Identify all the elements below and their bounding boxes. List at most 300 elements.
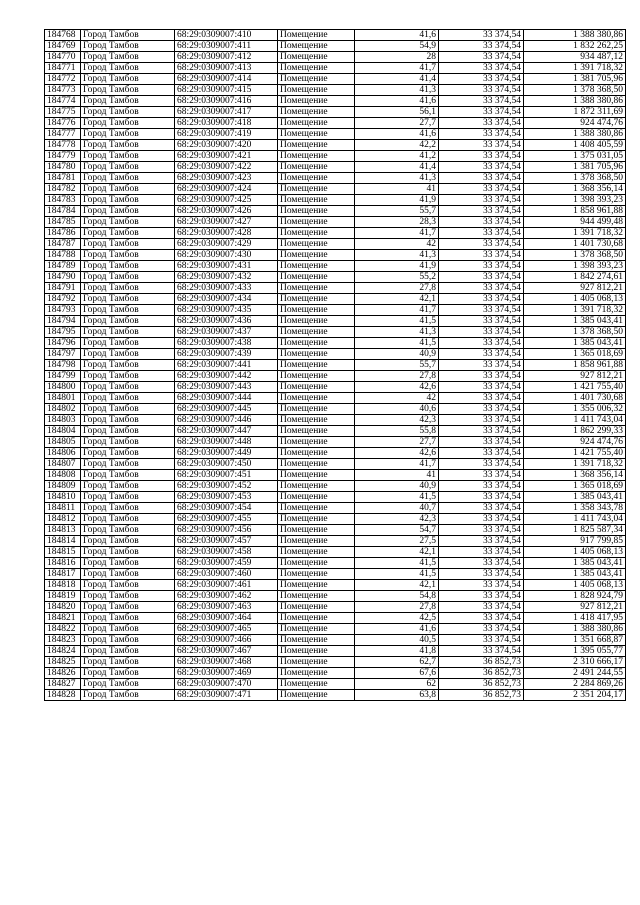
city-cell: Город Тамбов	[81, 503, 175, 514]
table-row	[45, 437, 626, 448]
cadastral-number-cell: 68:29:0309007:461	[175, 580, 278, 591]
city-cell: Город Тамбов	[81, 228, 175, 239]
object-type-cell: Помещение	[278, 602, 355, 613]
city-cell: Город Тамбов	[81, 30, 175, 41]
cadastral-value-cell: 1 381 705,96	[524, 74, 626, 85]
unit-value-cell: 33 374,54	[439, 536, 524, 547]
unit-value-cell: 33 374,54	[439, 239, 524, 250]
cadastral-value-cell: 1 408 405,59	[524, 140, 626, 151]
object-type-cell: Помещение	[278, 481, 355, 492]
unit-value-cell: 33 374,54	[439, 360, 524, 371]
city-cell: Город Тамбов	[81, 492, 175, 503]
row-id-cell: 184800	[45, 382, 81, 393]
table-row	[45, 41, 626, 52]
row-id-cell: 184791	[45, 283, 81, 294]
cadastral-number-cell: 68:29:0309007:452	[175, 481, 278, 492]
unit-value-cell: 33 374,54	[439, 129, 524, 140]
row-id-cell: 184806	[45, 448, 81, 459]
area-cell: 55,7	[355, 206, 439, 217]
cadastral-value-cell: 1 368 356,14	[524, 470, 626, 481]
object-type-cell: Помещение	[278, 184, 355, 195]
row-id-cell: 184770	[45, 52, 81, 63]
row-id-cell: 184809	[45, 481, 81, 492]
object-type-cell: Помещение	[278, 195, 355, 206]
cadastral-value-cell: 1 388 380,86	[524, 96, 626, 107]
table-row	[45, 569, 626, 580]
cadastral-value-cell: 1 405 068,13	[524, 547, 626, 558]
unit-value-cell: 33 374,54	[439, 294, 524, 305]
city-cell: Город Тамбов	[81, 525, 175, 536]
cadastral-number-cell: 68:29:0309007:467	[175, 646, 278, 657]
row-id-cell: 184821	[45, 613, 81, 624]
table-row	[45, 63, 626, 74]
cadastral-number-cell: 68:29:0309007:429	[175, 239, 278, 250]
row-id-cell: 184784	[45, 206, 81, 217]
city-cell: Город Тамбов	[81, 646, 175, 657]
table-row	[45, 294, 626, 305]
area-cell: 41,6	[355, 30, 439, 41]
area-cell: 67,6	[355, 668, 439, 679]
table-row	[45, 173, 626, 184]
cadastral-number-cell: 68:29:0309007:416	[175, 96, 278, 107]
area-cell: 40,7	[355, 503, 439, 514]
row-id-cell: 184820	[45, 602, 81, 613]
row-id-cell: 184825	[45, 657, 81, 668]
table-row	[45, 415, 626, 426]
table-row	[45, 74, 626, 85]
cadastral-number-cell: 68:29:0309007:436	[175, 316, 278, 327]
area-cell: 41,4	[355, 74, 439, 85]
city-cell: Город Тамбов	[81, 547, 175, 558]
table-row	[45, 591, 626, 602]
city-cell: Город Тамбов	[81, 195, 175, 206]
object-type-cell: Помещение	[278, 646, 355, 657]
area-cell: 27,7	[355, 437, 439, 448]
cadastral-number-cell: 68:29:0309007:459	[175, 558, 278, 569]
cadastral-value-cell: 934 487,12	[524, 52, 626, 63]
area-cell: 41,6	[355, 129, 439, 140]
area-cell: 41,5	[355, 492, 439, 503]
table-row	[45, 448, 626, 459]
table-row	[45, 118, 626, 129]
area-cell: 28	[355, 52, 439, 63]
cadastral-number-cell: 68:29:0309007:463	[175, 602, 278, 613]
unit-value-cell: 33 374,54	[439, 525, 524, 536]
unit-value-cell: 33 374,54	[439, 613, 524, 624]
object-type-cell: Помещение	[278, 426, 355, 437]
cadastral-value-cell: 1 391 718,32	[524, 305, 626, 316]
cadastral-value-cell: 1 405 068,13	[524, 294, 626, 305]
cadastral-value-cell: 1 391 718,32	[524, 459, 626, 470]
table-row	[45, 283, 626, 294]
cadastral-value-cell: 927 812,21	[524, 371, 626, 382]
object-type-cell: Помещение	[278, 547, 355, 558]
table-row	[45, 514, 626, 525]
row-id-cell: 184819	[45, 591, 81, 602]
cadastral-number-cell: 68:29:0309007:420	[175, 140, 278, 151]
cadastral-number-cell: 68:29:0309007:449	[175, 448, 278, 459]
table-row	[45, 338, 626, 349]
city-cell: Город Тамбов	[81, 536, 175, 547]
row-id-cell: 184823	[45, 635, 81, 646]
object-type-cell: Помещение	[278, 415, 355, 426]
row-id-cell: 184795	[45, 327, 81, 338]
city-cell: Город Тамбов	[81, 679, 175, 690]
cadastral-number-cell: 68:29:0309007:466	[175, 635, 278, 646]
city-cell: Город Тамбов	[81, 393, 175, 404]
cadastral-value-cell: 1 872 311,69	[524, 107, 626, 118]
row-id-cell: 184792	[45, 294, 81, 305]
cadastral-number-cell: 68:29:0309007:434	[175, 294, 278, 305]
cadastral-value-cell: 1 858 961,88	[524, 206, 626, 217]
cadastral-number-cell: 68:29:0309007:442	[175, 371, 278, 382]
object-type-cell: Помещение	[278, 327, 355, 338]
row-id-cell: 184812	[45, 514, 81, 525]
city-cell: Город Тамбов	[81, 569, 175, 580]
cadastral-value-cell: 1 378 368,50	[524, 250, 626, 261]
cadastral-number-cell: 68:29:0309007:417	[175, 107, 278, 118]
cadastral-number-cell: 68:29:0309007:419	[175, 129, 278, 140]
table-row	[45, 679, 626, 690]
table-row	[45, 657, 626, 668]
city-cell: Город Тамбов	[81, 404, 175, 415]
cadastral-value-cell: 1 411 743,04	[524, 415, 626, 426]
table-row	[45, 382, 626, 393]
area-cell: 55,2	[355, 272, 439, 283]
unit-value-cell: 33 374,54	[439, 602, 524, 613]
table-row	[45, 426, 626, 437]
object-type-cell: Помещение	[278, 162, 355, 173]
cadastral-value-cell: 1 385 043,41	[524, 338, 626, 349]
table-row	[45, 129, 626, 140]
object-type-cell: Помещение	[278, 316, 355, 327]
unit-value-cell: 33 374,54	[439, 580, 524, 591]
object-type-cell: Помещение	[278, 404, 355, 415]
table-row	[45, 349, 626, 360]
row-id-cell: 184786	[45, 228, 81, 239]
unit-value-cell: 33 374,54	[439, 151, 524, 162]
cadastral-number-cell: 68:29:0309007:428	[175, 228, 278, 239]
area-cell: 41,7	[355, 305, 439, 316]
cadastral-number-cell: 68:29:0309007:462	[175, 591, 278, 602]
area-cell: 41,5	[355, 558, 439, 569]
cadastral-value-cell: 1 385 043,41	[524, 558, 626, 569]
area-cell: 54,7	[355, 525, 439, 536]
unit-value-cell: 33 374,54	[439, 569, 524, 580]
row-id-cell: 184826	[45, 668, 81, 679]
object-type-cell: Помещение	[278, 107, 355, 118]
city-cell: Город Тамбов	[81, 591, 175, 602]
area-cell: 40,5	[355, 635, 439, 646]
object-type-cell: Помещение	[278, 470, 355, 481]
area-cell: 42	[355, 239, 439, 250]
cadastral-value-cell: 1 351 668,87	[524, 635, 626, 646]
unit-value-cell: 33 374,54	[439, 635, 524, 646]
area-cell: 42	[355, 393, 439, 404]
cadastral-number-cell: 68:29:0309007:465	[175, 624, 278, 635]
row-id-cell: 184789	[45, 261, 81, 272]
table-row	[45, 239, 626, 250]
cadastral-number-cell: 68:29:0309007:450	[175, 459, 278, 470]
area-cell: 28,3	[355, 217, 439, 228]
city-cell: Город Тамбов	[81, 668, 175, 679]
unit-value-cell: 33 374,54	[439, 184, 524, 195]
row-id-cell: 184808	[45, 470, 81, 481]
cadastral-value-cell: 1 378 368,50	[524, 85, 626, 96]
table-body	[45, 30, 626, 701]
city-cell: Город Тамбов	[81, 206, 175, 217]
area-cell: 56,1	[355, 107, 439, 118]
cadastral-number-cell: 68:29:0309007:422	[175, 162, 278, 173]
row-id-cell: 184817	[45, 569, 81, 580]
city-cell: Город Тамбов	[81, 272, 175, 283]
row-id-cell: 184796	[45, 338, 81, 349]
area-cell: 27,8	[355, 602, 439, 613]
city-cell: Город Тамбов	[81, 173, 175, 184]
city-cell: Город Тамбов	[81, 360, 175, 371]
row-id-cell: 184803	[45, 415, 81, 426]
object-type-cell: Помещение	[278, 294, 355, 305]
cadastral-number-cell: 68:29:0309007:443	[175, 382, 278, 393]
unit-value-cell: 33 374,54	[439, 305, 524, 316]
object-type-cell: Помещение	[278, 657, 355, 668]
city-cell: Город Тамбов	[81, 294, 175, 305]
object-type-cell: Помещение	[278, 239, 355, 250]
city-cell: Город Тамбов	[81, 151, 175, 162]
cadastral-number-cell: 68:29:0309007:410	[175, 30, 278, 41]
row-id-cell: 184827	[45, 679, 81, 690]
unit-value-cell: 33 374,54	[439, 30, 524, 41]
row-id-cell: 184769	[45, 41, 81, 52]
table-row	[45, 184, 626, 195]
object-type-cell: Помещение	[278, 492, 355, 503]
city-cell: Город Тамбов	[81, 635, 175, 646]
area-cell: 41,7	[355, 459, 439, 470]
unit-value-cell: 33 374,54	[439, 459, 524, 470]
row-id-cell: 184788	[45, 250, 81, 261]
city-cell: Город Тамбов	[81, 327, 175, 338]
unit-value-cell: 36 852,73	[439, 679, 524, 690]
area-cell: 42,1	[355, 294, 439, 305]
table-row	[45, 547, 626, 558]
row-id-cell: 184782	[45, 184, 81, 195]
unit-value-cell: 33 374,54	[439, 646, 524, 657]
area-cell: 41,3	[355, 85, 439, 96]
unit-value-cell: 33 374,54	[439, 415, 524, 426]
unit-value-cell: 36 852,73	[439, 690, 524, 701]
cadastral-number-cell: 68:29:0309007:439	[175, 349, 278, 360]
cadastral-number-cell: 68:29:0309007:469	[175, 668, 278, 679]
cadastral-number-cell: 68:29:0309007:441	[175, 360, 278, 371]
cadastral-value-cell: 2 310 666,17	[524, 657, 626, 668]
city-cell: Город Тамбов	[81, 349, 175, 360]
table-row	[45, 305, 626, 316]
cadastral-number-cell: 68:29:0309007:413	[175, 63, 278, 74]
area-cell: 42,6	[355, 448, 439, 459]
table-row	[45, 635, 626, 646]
cadastral-value-cell: 927 812,21	[524, 283, 626, 294]
cadastral-value-cell: 1 355 006,32	[524, 404, 626, 415]
unit-value-cell: 33 374,54	[439, 107, 524, 118]
unit-value-cell: 33 374,54	[439, 63, 524, 74]
unit-value-cell: 33 374,54	[439, 52, 524, 63]
cadastral-value-cell: 1 378 368,50	[524, 327, 626, 338]
city-cell: Город Тамбов	[81, 118, 175, 129]
cadastral-value-cell: 1 385 043,41	[524, 569, 626, 580]
unit-value-cell: 33 374,54	[439, 426, 524, 437]
row-id-cell: 184778	[45, 140, 81, 151]
unit-value-cell: 33 374,54	[439, 261, 524, 272]
table-row	[45, 613, 626, 624]
unit-value-cell: 33 374,54	[439, 393, 524, 404]
cadastral-number-cell: 68:29:0309007:425	[175, 195, 278, 206]
unit-value-cell: 33 374,54	[439, 96, 524, 107]
area-cell: 41,5	[355, 316, 439, 327]
object-type-cell: Помещение	[278, 338, 355, 349]
object-type-cell: Помещение	[278, 613, 355, 624]
cadastral-value-cell: 1 385 043,41	[524, 316, 626, 327]
unit-value-cell: 33 374,54	[439, 85, 524, 96]
cadastral-number-cell: 68:29:0309007:415	[175, 85, 278, 96]
table-row	[45, 459, 626, 470]
cadastral-number-cell: 68:29:0309007:453	[175, 492, 278, 503]
area-cell: 27,7	[355, 118, 439, 129]
area-cell: 41,3	[355, 327, 439, 338]
row-id-cell: 184816	[45, 558, 81, 569]
object-type-cell: Помещение	[278, 96, 355, 107]
area-cell: 42,3	[355, 514, 439, 525]
area-cell: 54,9	[355, 41, 439, 52]
cadastral-value-cell: 1 378 368,50	[524, 173, 626, 184]
unit-value-cell: 33 374,54	[439, 118, 524, 129]
area-cell: 41,7	[355, 228, 439, 239]
cadastral-number-cell: 68:29:0309007:427	[175, 217, 278, 228]
row-id-cell: 184828	[45, 690, 81, 701]
object-type-cell: Помещение	[278, 129, 355, 140]
table-row	[45, 107, 626, 118]
unit-value-cell: 33 374,54	[439, 74, 524, 85]
cadastral-value-cell: 1 418 417,95	[524, 613, 626, 624]
table-row	[45, 261, 626, 272]
row-id-cell: 184807	[45, 459, 81, 470]
row-id-cell: 184771	[45, 63, 81, 74]
table-row	[45, 646, 626, 657]
table-row	[45, 316, 626, 327]
city-cell: Город Тамбов	[81, 217, 175, 228]
cadastral-number-cell: 68:29:0309007:457	[175, 536, 278, 547]
area-cell: 41	[355, 470, 439, 481]
object-type-cell: Помещение	[278, 690, 355, 701]
object-type-cell: Помещение	[278, 558, 355, 569]
row-id-cell: 184781	[45, 173, 81, 184]
area-cell: 41,7	[355, 63, 439, 74]
object-type-cell: Помещение	[278, 272, 355, 283]
unit-value-cell: 33 374,54	[439, 250, 524, 261]
city-cell: Город Тамбов	[81, 558, 175, 569]
row-id-cell: 184811	[45, 503, 81, 514]
object-type-cell: Помещение	[278, 283, 355, 294]
object-type-cell: Помещение	[278, 448, 355, 459]
unit-value-cell: 33 374,54	[439, 404, 524, 415]
unit-value-cell: 33 374,54	[439, 162, 524, 173]
city-cell: Город Тамбов	[81, 437, 175, 448]
unit-value-cell: 33 374,54	[439, 558, 524, 569]
object-type-cell: Помещение	[278, 118, 355, 129]
object-type-cell: Помещение	[278, 206, 355, 217]
cadastral-number-cell: 68:29:0309007:444	[175, 393, 278, 404]
object-type-cell: Помещение	[278, 514, 355, 525]
cadastral-number-cell: 68:29:0309007:448	[175, 437, 278, 448]
object-type-cell: Помещение	[278, 140, 355, 151]
row-id-cell: 184824	[45, 646, 81, 657]
row-id-cell: 184814	[45, 536, 81, 547]
city-cell: Город Тамбов	[81, 371, 175, 382]
object-type-cell: Помещение	[278, 217, 355, 228]
row-id-cell: 184785	[45, 217, 81, 228]
cadastral-value-cell: 927 812,21	[524, 602, 626, 613]
object-type-cell: Помещение	[278, 228, 355, 239]
unit-value-cell: 33 374,54	[439, 624, 524, 635]
row-id-cell: 184804	[45, 426, 81, 437]
cadastral-value-cell: 1 365 018,69	[524, 349, 626, 360]
table-row	[45, 96, 626, 107]
unit-value-cell: 33 374,54	[439, 371, 524, 382]
cadastral-number-cell: 68:29:0309007:468	[175, 657, 278, 668]
row-id-cell: 184793	[45, 305, 81, 316]
row-id-cell: 184768	[45, 30, 81, 41]
unit-value-cell: 33 374,54	[439, 316, 524, 327]
row-id-cell: 184774	[45, 96, 81, 107]
object-type-cell: Помещение	[278, 382, 355, 393]
cadastral-value-cell: 1 368 356,14	[524, 184, 626, 195]
unit-value-cell: 36 852,73	[439, 668, 524, 679]
row-id-cell: 184772	[45, 74, 81, 85]
cadastral-number-cell: 68:29:0309007:464	[175, 613, 278, 624]
row-id-cell: 184780	[45, 162, 81, 173]
object-type-cell: Помещение	[278, 668, 355, 679]
table-row	[45, 250, 626, 261]
cadastral-value-cell: 1 388 380,86	[524, 129, 626, 140]
city-cell: Город Тамбов	[81, 481, 175, 492]
object-type-cell: Помещение	[278, 261, 355, 272]
cadastral-value-cell: 924 474,76	[524, 437, 626, 448]
unit-value-cell: 33 374,54	[439, 173, 524, 184]
object-type-cell: Помещение	[278, 580, 355, 591]
object-type-cell: Помещение	[278, 30, 355, 41]
area-cell: 42,5	[355, 613, 439, 624]
row-id-cell: 184773	[45, 85, 81, 96]
city-cell: Город Тамбов	[81, 261, 175, 272]
city-cell: Город Тамбов	[81, 63, 175, 74]
cadastral-value-table	[44, 29, 626, 701]
row-id-cell: 184798	[45, 360, 81, 371]
cadastral-number-cell: 68:29:0309007:424	[175, 184, 278, 195]
area-cell: 41,6	[355, 96, 439, 107]
cadastral-value-cell: 1 411 743,04	[524, 514, 626, 525]
object-type-cell: Помещение	[278, 305, 355, 316]
cadastral-value-cell: 1 405 068,13	[524, 580, 626, 591]
cadastral-number-cell: 68:29:0309007:454	[175, 503, 278, 514]
cadastral-value-cell: 1 862 299,33	[524, 426, 626, 437]
table-row	[45, 228, 626, 239]
row-id-cell: 184777	[45, 129, 81, 140]
city-cell: Город Тамбов	[81, 96, 175, 107]
area-cell: 27,8	[355, 371, 439, 382]
cadastral-number-cell: 68:29:0309007:470	[175, 679, 278, 690]
row-id-cell: 184776	[45, 118, 81, 129]
cadastral-value-cell: 1 398 393,23	[524, 195, 626, 206]
object-type-cell: Помещение	[278, 250, 355, 261]
